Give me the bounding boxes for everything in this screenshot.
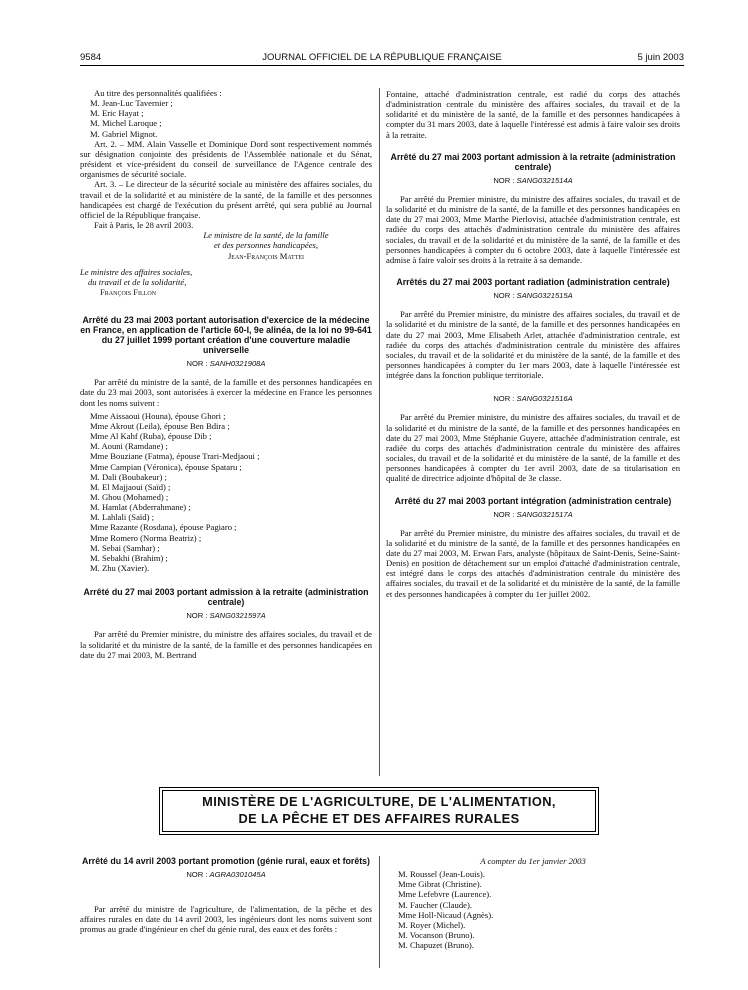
- decree-body: Par arrêté du ministre de la santé, de la famille et des personnes handicapées en date du 23 mai 2003, sont autorisées à exercer la médecine en France les personnes dont les noms suivent :: [80, 377, 372, 408]
- nor-reference: NOR : SANG0321516A: [493, 394, 573, 404]
- signatory-title: Le ministre de la santé, de la famille: [203, 230, 329, 241]
- header-rule: [80, 65, 684, 66]
- signatory-title: Le ministre des affaires sociales,: [80, 266, 193, 277]
- bottom-right-column: [386, 856, 680, 950]
- article-2: Art. 2. – MM. Alain Vasselle et Dominique Dord sont respectivement nommés sur désignation conjointe des présidents de l'Assemblée nationale et du Sénat, président et vice-président du conseil de surveillance de l'Agence centrale des organismes de sécurité sociale.: [80, 138, 372, 180]
- effective-date-heading: A compter du 1er janvier 2003: [480, 856, 586, 866]
- list-item: Mme Al Kahf (Ruba), épouse Dib ;: [90, 431, 212, 442]
- nor-code: SANG0321516A: [516, 394, 573, 404]
- list-item: M. Lahlali (Saïd) ;: [90, 512, 154, 523]
- signatory-name: Jean-François Mattei: [227, 250, 305, 261]
- ministry-heading-line: DE LA PÊCHE ET DES AFFAIRES RURALES: [238, 811, 520, 826]
- nor-code: SANH0321908A: [209, 359, 266, 369]
- right-column: [386, 89, 680, 599]
- list-item: M. Eric Hayat ;: [90, 108, 144, 119]
- list-item: Mme Gibrat (Christine).: [398, 879, 482, 890]
- nor-code: SANG0321514A: [516, 175, 573, 185]
- list-item: M. Zhu (Xavier).: [90, 563, 150, 574]
- list-item: Mme Akrout (Leila), épouse Ben Bdira ;: [90, 420, 230, 431]
- list-item: M. Hamlat (Abderrahmane) ;: [90, 502, 191, 513]
- signatory-title: du travail et de la solidarité,: [88, 276, 187, 287]
- decree-body: Par arrêté du Premier ministre, du ministre des affaires sociales, du travail et de la solidarité et du ministre de la santé, de la famille et des personnes handicapées en date du 27 mai 2003, M. Bertrand: [80, 629, 372, 660]
- list-item: M. Chapuzet (Bruno).: [398, 940, 474, 951]
- list-item: M. Faucher (Claude).: [398, 899, 472, 910]
- list-item: M. Dali (Boubakeur) ;: [90, 471, 167, 482]
- decree-body: Par arrêté du Premier ministre, du ministre des affaires sociales, du travail et de la solidarité et du ministre de la santé, de la famille et des personnes handicapées en date du 27 mai 2003, M. Erwan Fars, analyste (hôpitaux de Saint-Denis, Seine-Saint-Denis) en position de détachement sur un emploi d'attaché d'administration centrale, est intégré dans le corps des attachés d'administration centrale du ministère des affaires sociales, du travail et de la solidarité et du ministère de la santé, de la famille et des personnes handicapées à compter du 1er juillet 2002.: [386, 527, 680, 599]
- list-item: Mme Bouziane (Fatma), épouse Trari-Medjaoui ;: [90, 451, 260, 462]
- list-item: M. Jean-Luc Tavernier ;: [90, 98, 173, 109]
- list-item: Mme Aissaoui (Houna), épouse Ghori ;: [90, 410, 226, 421]
- decree-title: Arrêté du 14 avril 2003 portant promotion (génie rural, eaux et forêts): [82, 856, 370, 866]
- article-3: Art. 3. – Le directeur de la sécurité sociale au ministère des affaires sociales, du travail et de la solidarité et au ministère de la santé, de la famille et des personnes handicapées est chargé de l'exécution du présent arrêté, qui sera publié au Journal officiel de la République française.: [80, 179, 372, 220]
- page-number: 9584: [80, 52, 102, 63]
- list-item: M. Michel Laroque ;: [90, 118, 162, 129]
- left-column: [80, 88, 372, 660]
- signatory-name: François Fillon: [100, 286, 157, 297]
- decree-title: Arrêté du 23 mai 2003 portant autorisation d'exercice de la médecine en France, en application de l'article 60-I, 9e alinéa, de la loi no 99-641 du 27 juillet 1999 portant création d'une couverture maladie universelle: [80, 315, 372, 356]
- decree-title: Arrêté du 27 mai 2003 portant admission à la retraite (administration centrale): [390, 151, 676, 172]
- decree-body: Par arrêté du Premier ministre, du ministre des affaires sociales, du travail et de la solidarité et du ministre de la santé, de la famille et des personnes handicapées en date du 27 mai 2003, Mme Stéphanie Guyere, attachée d'administration centrale, est radiée du corps des attachés d'administration centrale du ministère des affaires sociales, du travail et de la solidarité et du ministère de la santé, de la famille et des personnes handicapées à compter du 1er avril 2003, date de sa titularisation en qualité de directrice adjointe d'hôpital de 3e classe.: [386, 412, 680, 484]
- nor-code: SANG0321515A: [516, 291, 573, 301]
- continued-text: Fontaine, attaché d'administration centrale, est radié du corps des attachés d'administration centrale du ministère des affaires sociales, du travail et de la solidarité et du ministère de la santé, de la famille et des personnes handicapées à compter du 31 mars 2003, date à laquelle l'intéressé est admis à faire valoir ses droits à la retraite.: [386, 89, 680, 140]
- list-item: Mme Razante (Rosdana), épouse Pagiaro ;: [90, 522, 237, 533]
- decree-body: Par arrêté du Premier ministre, du ministre des affaires sociales, du travail et de la solidarité et du ministre de la santé, de la famille et des personnes handicapées en date du 27 mai 2003, Mme Elisabeth Arlet, attachée d'administration centrale, est radiée du corps des attachés d'administration centrale du ministère des affaires sociales, du travail et de la solidarité et du ministère de la santé, de la famille et des personnes handicapées à compter du 1er mars 2003, date à laquelle l'intéressée est intégrée dans la fonction publique territoriale.: [386, 309, 680, 381]
- list-item: M. Aouni (Ramdane) ;: [90, 441, 168, 452]
- decree-title: Arrêté du 27 mai 2003 portant admission à la retraite (administration centrale): [83, 587, 369, 608]
- page-header: [80, 52, 684, 66]
- nor-reference: NOR : SANH0321908A: [186, 359, 266, 369]
- ministry-heading-line: MINISTÈRE DE L'AGRICULTURE, DE L'ALIMENTATION,: [202, 794, 556, 809]
- intro-line: Au titre des personnalités qualifiées :: [94, 88, 222, 98]
- ministry-heading-box: [162, 790, 596, 832]
- column-divider: [379, 88, 380, 776]
- column-divider: [379, 856, 380, 968]
- bottom-left-column: [80, 856, 372, 935]
- list-item: Mme Campian (Véronica), épouse Spataru ;: [90, 461, 242, 472]
- nor-reference: NOR : SANG0321597A: [186, 611, 266, 621]
- decree-body: Par arrêté du ministre de l'agriculture, de l'alimentation, de la pêche et des affaires rurales en date du 14 avril 2003, les ingénieurs dont les noms suivent sont promus au grade d'ingénieur en chef du génie rural, des eaux et des forêts :: [80, 904, 372, 935]
- done-at: Fait à Paris, le 28 avril 2003.: [94, 220, 194, 231]
- nor-reference: NOR : SANG0321517A: [493, 509, 573, 519]
- list-item: M. Sebakhi (Brahim) ;: [90, 552, 168, 563]
- nor-reference: NOR : AGRA0301045A: [186, 870, 266, 879]
- list-item: M. Vocanson (Bruno).: [398, 930, 475, 941]
- list-item: M. El Majjaoui (Saïd) ;: [90, 481, 171, 492]
- nor-code: SANG0321517A: [516, 509, 573, 519]
- nor-reference: NOR : SANG0321514A: [493, 175, 573, 185]
- journal-title: JOURNAL OFFICIEL DE LA RÉPUBLIQUE FRANÇAISE: [262, 52, 502, 63]
- list-item: M. Royer (Michel).: [398, 919, 466, 930]
- list-item: M. Roussel (Jean-Louis).: [398, 869, 485, 880]
- signatory-title: et des personnes handicapées,: [213, 240, 319, 251]
- list-item: Mme Romero (Norma Beatriz) ;: [90, 532, 202, 543]
- nor-reference: NOR : SANG0321515A: [493, 291, 573, 301]
- list-item: M. Gabriel Mignot.: [90, 128, 158, 139]
- issue-date: 5 juin 2003: [637, 52, 684, 63]
- nor-code: SANG0321597A: [209, 611, 266, 621]
- nor-code: AGRA0301045A: [209, 870, 266, 879]
- list-item: Mme Lefebvre (Laurence).: [398, 889, 492, 900]
- list-item: M. Sebai (Samhar) ;: [90, 542, 160, 553]
- decree-body: Par arrêté du Premier ministre, du ministre des affaires sociales, du travail et de la solidarité et du ministre de la santé, de la famille et des personnes handicapées en date du 27 mai 2003, Mme Marthe Pierlovisi, attachée d'administration centrale, est radiée du corps des attachés d'administration centrale du ministère des affaires sociales, du travail et de la solidarité et du ministère de la santé, de la famille et des personnes handicapées à compter du 6 octobre 2003, date à laquelle l'intéressée est admise à faire valoir ses droits à la retraite à sa demande.: [386, 193, 680, 265]
- decree-title: Arrêtés du 27 mai 2003 portant radiation (administration centrale): [396, 277, 670, 288]
- decree-title: Arrêté du 27 mai 2003 portant intégration (administration centrale): [394, 495, 672, 506]
- list-item: Mme Holl-Nicaud (Agnès).: [398, 909, 494, 920]
- list-item: M. Ghou (Mohamed) ;: [90, 492, 169, 502]
